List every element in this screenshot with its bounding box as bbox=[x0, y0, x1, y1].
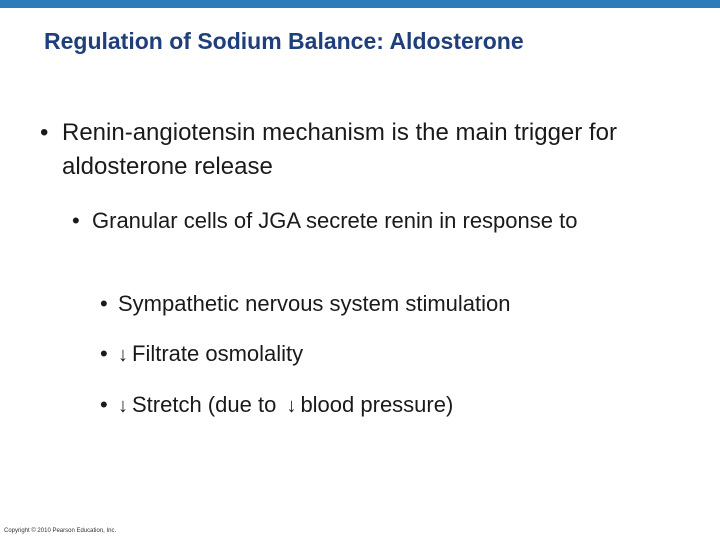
bullet-text: Renin-angiotensin mechanism is the main trigger for aldosterone release bbox=[62, 119, 617, 180]
slide-title: Regulation of Sodium Balance: Aldosterone bbox=[44, 28, 524, 54]
copyright-notice: Copyright © 2010 Pearson Education, Inc. bbox=[4, 528, 117, 534]
bullet-text-content: Filtrate osmolality bbox=[132, 341, 304, 366]
down-arrow-icon: ↓ bbox=[286, 395, 297, 417]
bullet-marker: • bbox=[100, 341, 108, 366]
bullet-level-3-stretch bbox=[100, 389, 453, 422]
top-accent-bar bbox=[0, 0, 720, 8]
bullet-level-3-sympathetic bbox=[100, 288, 511, 320]
bullet-text bbox=[118, 338, 303, 371]
bullet-text-after: blood pressure) bbox=[300, 392, 454, 417]
bullet-level-1 bbox=[40, 116, 662, 184]
bullet-text-before: Stretch (due to bbox=[132, 392, 277, 417]
bullet-marker: • bbox=[40, 119, 49, 146]
bullet-text: Granular cells of JGA secrete renin in response to bbox=[92, 208, 578, 233]
down-arrow-icon: ↓ bbox=[118, 395, 128, 417]
bullet-marker: • bbox=[72, 208, 80, 233]
down-arrow-icon: ↓ bbox=[118, 344, 128, 366]
bullet-level-2 bbox=[72, 205, 652, 237]
bullet-text: Sympathetic nervous system stimulation bbox=[118, 291, 511, 316]
bullet-marker: • bbox=[100, 291, 108, 316]
bullet-marker: • bbox=[100, 392, 108, 417]
bullet-text bbox=[118, 389, 453, 422]
bullet-level-3-osmolality bbox=[100, 338, 303, 371]
